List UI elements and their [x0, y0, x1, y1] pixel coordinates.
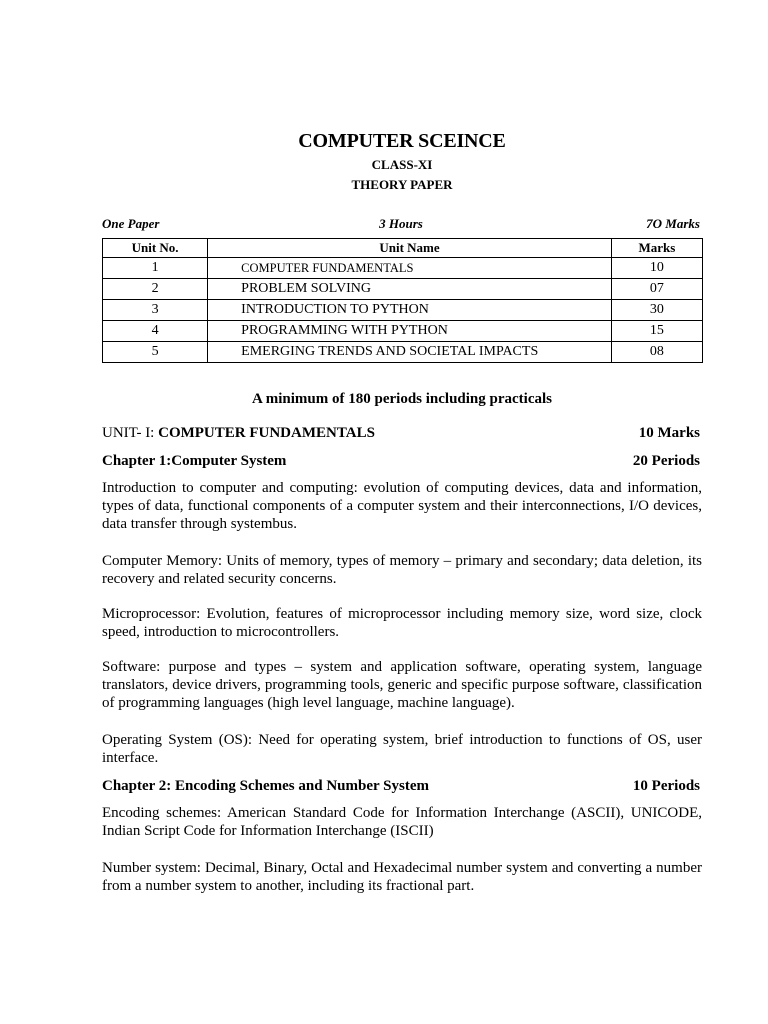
- unit-no-cell: 2: [103, 279, 208, 300]
- unit-heading: [102, 425, 700, 442]
- class-label: CLASS-XI: [371, 157, 433, 172]
- paragraph: Operating System (OS): Need for operating system, brief introduction to functions of OS, user interface.: [102, 732, 702, 766]
- periods-note: A minimum of 180 periods including practicals: [251, 391, 553, 407]
- unit-name-cell: COMPUTER FUNDAMENTALS: [208, 258, 612, 279]
- paragraph: Number system: Decimal, Binary, Octal and Hexadecimal number system and converting a number from a number system to another, including its fractional part.: [102, 860, 702, 894]
- header-marks: Marks: [611, 239, 702, 258]
- unit-name-cell: INTRODUCTION TO PYTHON: [208, 300, 612, 321]
- unit-marks-cell: 30: [611, 300, 702, 321]
- paper-duration: 3 Hours: [379, 216, 423, 231]
- header-unit-no: Unit No.: [103, 239, 208, 258]
- document-title: COMPUTER SCEINCE: [298, 130, 506, 152]
- unit-no-cell: 1: [103, 258, 208, 279]
- unit-marks-cell: 08: [611, 342, 702, 363]
- table-row: [103, 300, 703, 321]
- unit-name-cell: PROBLEM SOLVING: [208, 279, 612, 300]
- paragraph: Microprocessor: Evolution, features of microprocessor including memory size, word size, clock speed, introduction to microcontrollers.: [102, 606, 702, 640]
- chapter-periods: 10 Periods: [632, 778, 700, 794]
- unit-marks: 10 Marks: [638, 425, 700, 441]
- units-table: [102, 238, 703, 363]
- paragraph: Introduction to computer and computing: evolution of computing devices, data and information, types of data, functional components of a computer system and their interconnections, I/O devices, data transfer through systembus.: [102, 480, 702, 532]
- unit-no-cell: 5: [103, 342, 208, 363]
- unit-name-cell: PROGRAMMING WITH PYTHON: [208, 321, 612, 342]
- unit-no-cell: 3: [103, 300, 208, 321]
- table-row: [103, 279, 703, 300]
- paragraph: Computer Memory: Units of memory, types of memory – primary and secondary; data deletion, its recovery and related security concerns.: [102, 553, 702, 587]
- unit-marks-cell: 07: [611, 279, 702, 300]
- header-unit-name: Unit Name: [208, 239, 612, 258]
- unit-prefix: UNIT- I:: [102, 425, 159, 441]
- table-row: [103, 342, 703, 363]
- papers-count: One Paper: [102, 216, 160, 231]
- unit-no-cell: 4: [103, 321, 208, 342]
- chapter-title: Chapter 1:Computer System: [102, 453, 287, 469]
- unit-title: COMPUTER FUNDAMENTALS: [158, 425, 375, 441]
- unit-marks-cell: 10: [611, 258, 702, 279]
- paragraph: Software: purpose and types – system and application software, operating system, language translators, device drivers, programming tools, generic and specific purpose software, classification of programming languages (high level language, machine language).: [102, 659, 702, 711]
- units-table-header: [103, 239, 703, 258]
- table-row: [103, 321, 703, 342]
- total-marks: 7O Marks: [646, 216, 700, 231]
- paragraph: Encoding schemes: American Standard Code for Information Interchange (ASCII), UNICODE, Indian Script Code for Information Interchange (ISCII): [102, 805, 702, 839]
- chapter-heading: [102, 778, 700, 795]
- paper-type-label: THEORY PAPER: [351, 177, 453, 192]
- chapter-periods: 20 Periods: [632, 453, 700, 469]
- chapter-heading: [102, 453, 700, 470]
- unit-name-cell: EMERGING TRENDS AND SOCIETAL IMPACTS: [208, 342, 612, 363]
- chapter-title: Chapter 2: Encoding Schemes and Number System: [102, 778, 429, 794]
- table-row: [103, 258, 703, 279]
- unit-marks-cell: 15: [611, 321, 702, 342]
